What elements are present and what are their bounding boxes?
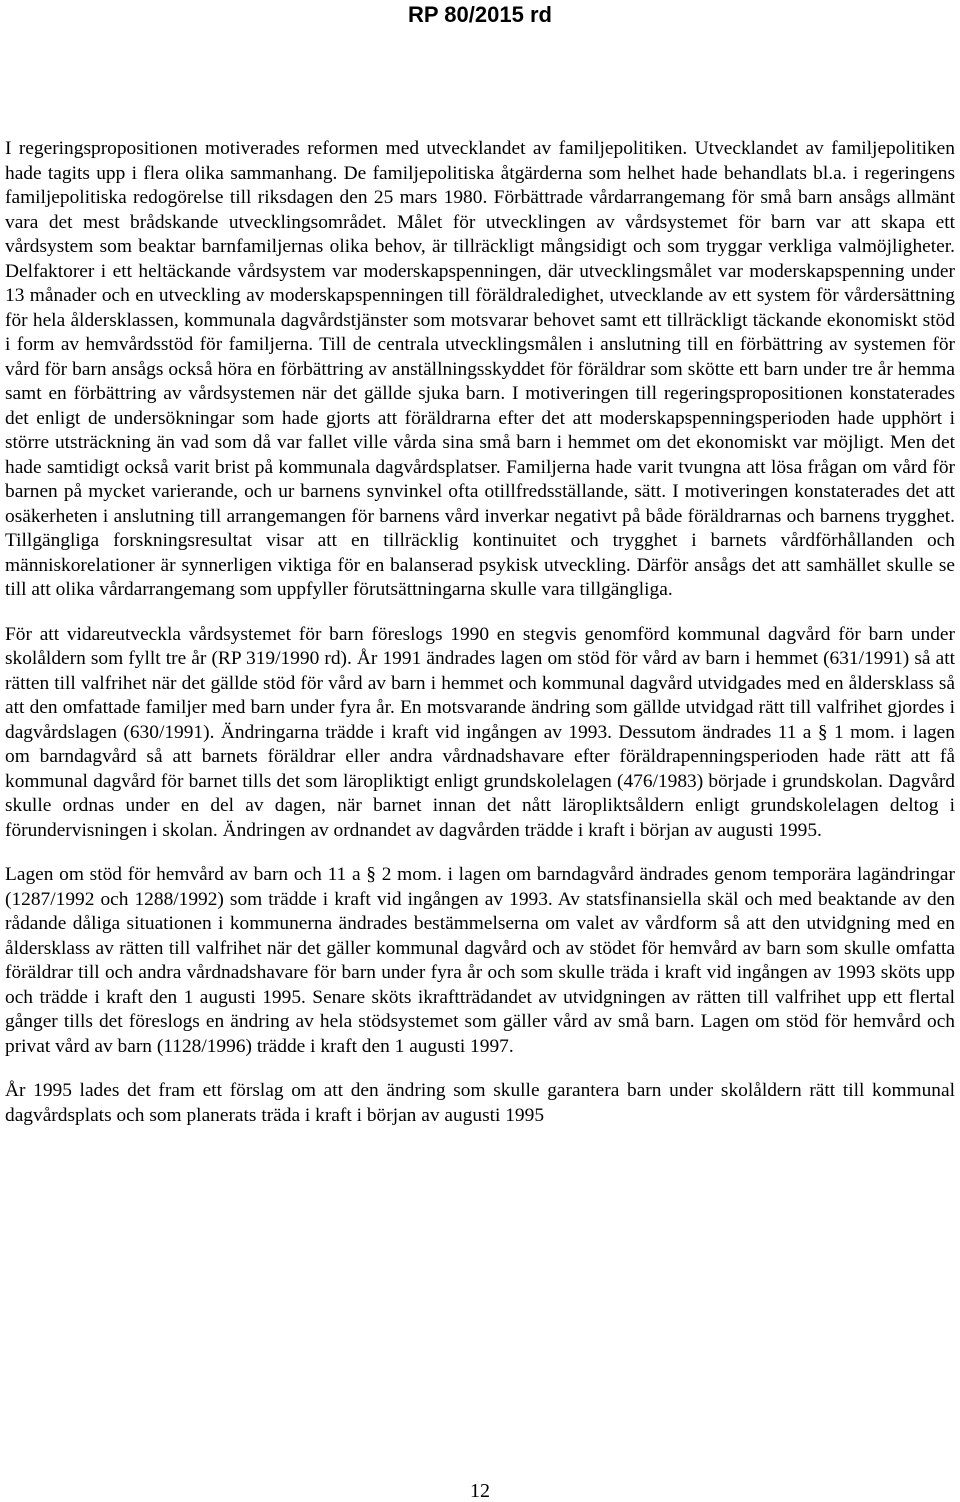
paragraph-4: År 1995 lades det fram ett förslag om att den ändring som skulle garantera barn under skolåldern rätt till kommunal dagvårdsplats och som planerats träda i kraft i början av augusti 1995 (5, 1080, 955, 1126)
page-number: 12 (470, 1480, 490, 1502)
paragraph-2: För att vidareutveckla vårdsystemet för barn föreslogs 1990 en stegvis genomförd kommunal dagvård för barn under skolåldern som fyllt tre år (RP 319/1990 rd). År 1991 ändrades lagen om stöd för vård av barn i hemmet (631/1991) så att rätten till valfrihet när det gällde stöd för vård av barn i hemmet och kommunal dagvård utvidgades med en åldersklass så att den omfattade familjer med barn under fyra år. En motsvarande ändring som gällde utvidgad rätt till valfrihet gjordes i dagvårdslagen (630/1991). Ändringarna trädde i kraft vid ingången av 1993. Dessutom ändrades 11 a § 1 mom. i lagen om barndagvård så att barnets föräldrar eller andra vårdnadshavare efter föräldrapenningsperioden hade rätt att få kommunal dagvård för barnet tills det som läropliktigt enligt grundskolelagen (476/1983) började i grundskolan. Dagvård skulle ordnas under en del av dagen, när barnet innan det nått läropliktsåldern enligt grundskolelagen deltog i förundervisningen i skolan. Ändringen av ordnandet av dagvården trädde i kraft i början av augusti 1995. (5, 623, 955, 841)
document-body (5, 137, 955, 1128)
document-header: RP 80/2015 rd (408, 2, 552, 27)
paragraph-1: I regeringspropositionen motiverades reformen med utvecklandet av familjepolitiken. Utvecklandet av familjepolitiken hade tagits upp i flera olika sammanhang. De familjepolitiska åtgärderna som helhet hade behandlats bl.a. i regeringens familjepolitiska redogörelse till riksdagen den 25 mars 1980. Förbättrade vårdarrangemang för små barn ansågs allmänt vara det mest brådskande utvecklingsområdet. Målet för utvecklingen av vårdsystemet för barn var att skapa ett vårdsystem som beaktar barnfamiljernas olika behov, är tillräckligt mångsidigt och som tryggar verkliga valmöjligheter. Delfaktorer i ett heltäckande vårdsystem var moderskapspenningen, där utvecklingsmålet var moderskapspenning under 13 månader och en utveckling av moderskapspenningen till föräldraledighet, utvecklande av ett system för vårdersättning för hela åldersklassen, kommunala dagvårdstjänster som motsvarar behovet samt ett tillräckligt täckande ekonomiskt stöd i form av hemvårdsstöd för familjerna. Till de centrala utvecklingsmålen i anslutning till en förbättring av systemen för vård för barn ansågs också höra en förbättring av anställningsskyddet för föräldrar som skötte ett barn under tre år hemma samt en förbättring av vårdsystemen när det gällde sjuka barn. I motiveringen till regeringspropositionen konstaterades det enligt de undersökningar som hade gjorts att föräldrarna efter det att moderskapspenningsperioden hade upphört i större utsträckning än vad som då var fallet ville vårda sina små barn i hemmet om det ekonomiskt var möjligt. Men det hade samtidigt också varit brist på kommunala dagvårdsplatser. Familjerna hade varit tvungna att lösa frågan om vård för barnen på mycket varierande, och ur barnens synvinkel ofta otillfredsställande, sätt. I motiveringen konstaterades det att osäkerheten i anslutning till arrangemangen för barnens vård inverkar negativt på både föräldrarnas och barnens trygghet. Tillgängliga forskningsresultat visar att en tillräcklig kontinuitet och trygghet i barnets vårdförhållanden och människorelationer är synnerligen viktiga för en balanserad psykisk utveckling. Därför ansågs det att samhället skulle se till att olika vårdarrangemang som uppfyller förutsättningarna skulle vara tillgängliga. (5, 138, 955, 600)
paragraph-3: Lagen om stöd för hemvård av barn och 11 a § 2 mom. i lagen om barndagvård ändrades genom temporära lagändringar (1287/1992 och 1288/1992) som trädde i kraft vid ingången av 1993. Av statsfinansiella skäl och med beaktande av den rådande dåliga situationen i kommunerna ändrades bestämmelserna om valet av vårdform så att den utvidgning med en åldersklass av rätten till valfrihet när det gäller kommunal dagvård och av stödet för hemvård av barn som skulle omfatta föräldrar till och andra vårdnadshavare för barn under fyra år och som skulle träda i kraft vid ingången av 1993 sköts upp och trädde i kraft den 1 augusti 1995. Senare sköts ikraftträdandet av utvidgningen av rätten till valfrihet upp ett flertal gånger tills det föreslogs en ändring av hela stödsystemet som gäller vård av små barn. Lagen om stöd för hemvård och privat vård av barn (1128/1996) trädde i kraft den 1 augusti 1997. (5, 864, 955, 1057)
